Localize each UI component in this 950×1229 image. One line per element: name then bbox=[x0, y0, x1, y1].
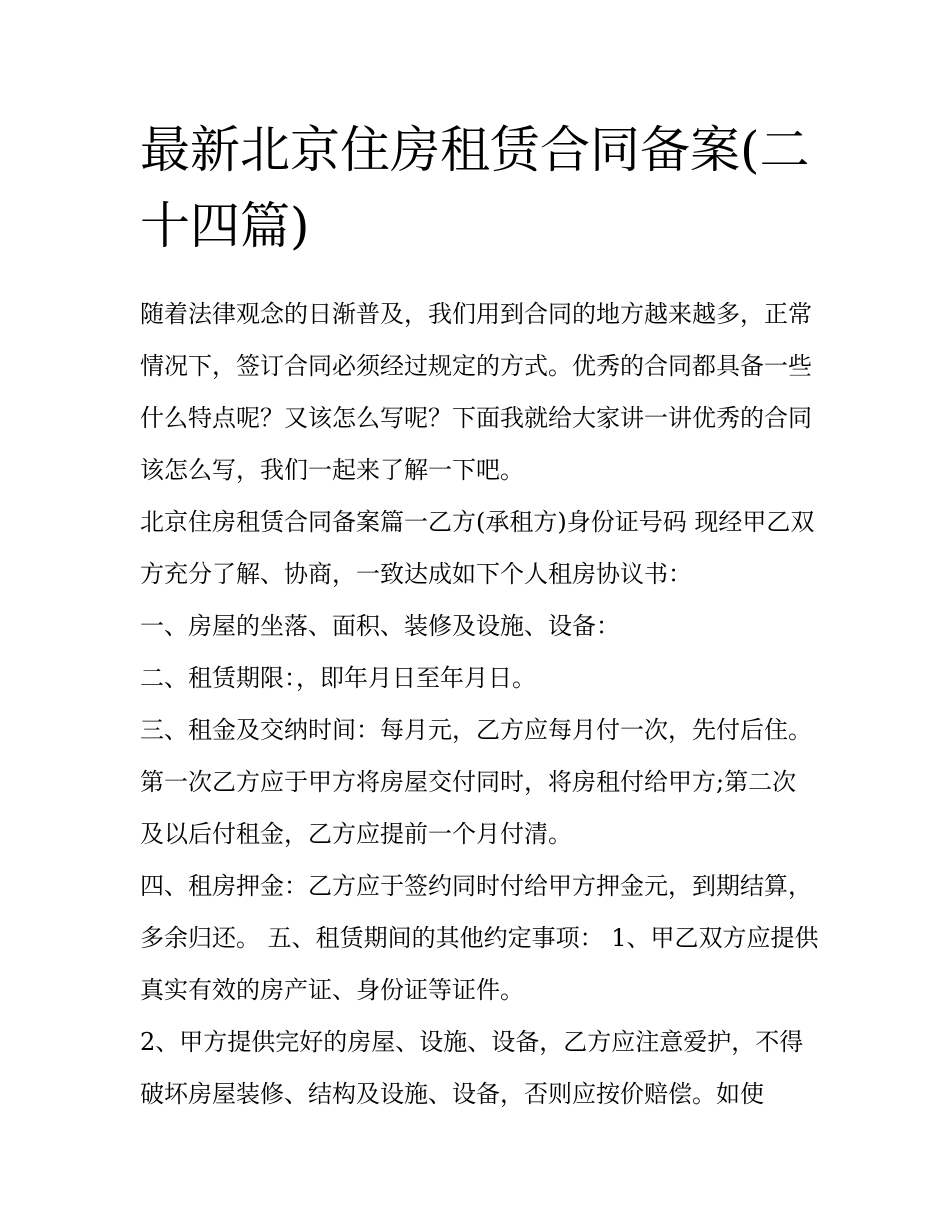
paragraph-clause-2: 二、租赁期限：，即年月日至年月日。 bbox=[140, 664, 536, 692]
paragraph-clause-1: 一、房屋的坐落、面积、装修及设施、设备： bbox=[140, 612, 620, 640]
paragraph-clause-4-5: 四、租房押金：乙方应于签约同时付给甲方押金元，到期结算，多余归还。 五、租赁期间的其他约定事项： 1、甲乙双方应提供真实有效的房产证、身份证等证件。 bbox=[140, 872, 819, 1004]
paragraph-item-2: 2、甲方提供完好的房屋、设施、设备，乙方应注意爱护，不得破坏房屋装修、结构及设施、设备，否则应按价赔偿。如使 bbox=[140, 1028, 804, 1108]
paragraph-intro: 随着法律观念的日渐普及，我们用到合同的地方越来越多，正常情况下，签订合同必须经过规定的方式。优秀的合同都具备一些什么特点呢？又该怎么写呢？下面我就给大家讲一讲优秀的合同该怎么写，我们一起来了解一下吧。 bbox=[140, 300, 812, 484]
document-title: 最新北京住房租赁合同备案(二十四篇) bbox=[140, 121, 810, 255]
paragraph-clause-3: 三、租金及交纳时间：每月元，乙方应每月付一次，先付后住。第一次乙方应于甲方将房屋交付同时，将房租付给甲方;第二次及以后付租金，乙方应提前一个月付清。 bbox=[140, 716, 812, 848]
paragraph-contract-opening: 北京住房租赁合同备案篇一乙方(承租方)身份证号码 现经甲乙双方充分了解、协商，一致达成如下个人租房协议书： bbox=[140, 508, 815, 588]
document-body bbox=[140, 112, 820, 1120]
